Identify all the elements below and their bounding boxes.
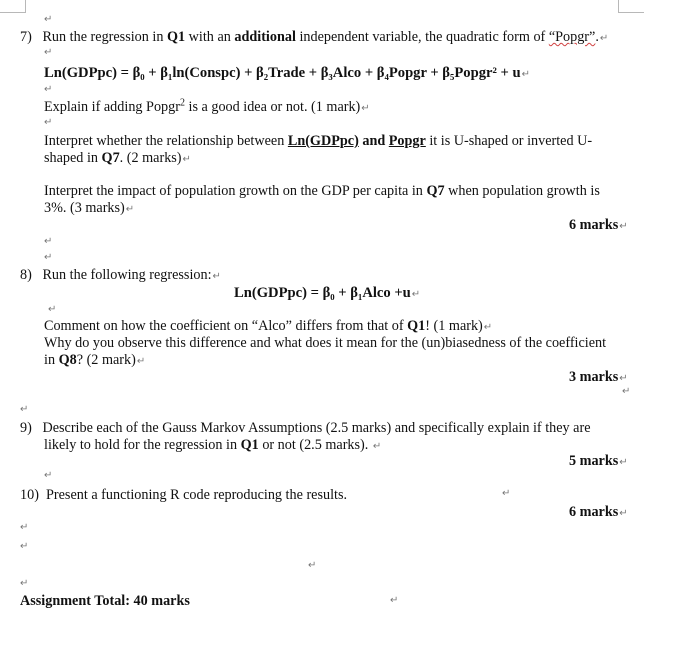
assignment-total: Assignment Total: 40 marks [20, 593, 190, 609]
paragraph-mark: ↵ [48, 304, 57, 315]
crop-mark-top-left [0, 0, 26, 13]
q7-interpret-line2: shaped in Q7. (2 marks)↵ [44, 150, 191, 166]
paragraph-mark: ↵ [390, 595, 399, 606]
paragraph-mark: ↵ [20, 404, 29, 415]
q7-var-popgr: “Popgr” [548, 29, 596, 45]
paragraph-mark: ↵ [44, 470, 53, 481]
q7-impact-line2: 3%. (3 marks)↵ [44, 200, 135, 216]
paragraph-mark: ↵ [20, 522, 29, 533]
q8-why-line1: Why do you observe this difference and what does it mean for the (un)biasedness of the coefficient [44, 335, 607, 351]
q7-explain: Explain if adding Popgr$^2$ is a good idea or not. (1 mark)↵ [44, 97, 370, 115]
paragraph-mark: ↵ [502, 488, 511, 499]
q7-impact-line1: Interpret the impact of population growth on the GDP per capita in Q7 when population growth is [44, 183, 600, 199]
q8-intro: 8) Run the following regression:↵ [20, 267, 221, 283]
paragraph-mark: ↵ [44, 236, 53, 247]
q7-equation: Ln(GDPpc) = β₀ + β₁ln(Conspc) + β₂Trade + β₃Alco + β₄Popgr + β₅Popgr² + u↵ [44, 65, 530, 81]
q8-marks: 3 marks↵ [569, 369, 628, 385]
paragraph-mark: ↵ [44, 252, 53, 263]
paragraph-mark: ↵ [44, 47, 53, 58]
q9-marks: 5 marks↵ [569, 453, 628, 469]
paragraph-mark: ↵ [308, 560, 317, 571]
q9-line2: likely to hold for the regression in Q1 or not (2.5 marks). ↵ [44, 437, 382, 453]
paragraph-mark: ↵ [44, 117, 53, 128]
crop-mark-top-right [618, 0, 644, 13]
q10-marks: 6 marks↵ [569, 504, 628, 520]
q8-equation: Ln(GDPpc) = β₀ + β₁Alco +u↵ [234, 285, 421, 301]
q7-interpret-line1: Interpret whether the relationship between Ln(GDPpc) and Popgr it is U-shaped or inverted U- [44, 133, 593, 149]
paragraph-mark: ↵ [44, 84, 53, 95]
q8-comment: Comment on how the coefficient on “Alco” differs from that of Q1! (1 mark)↵ [44, 318, 493, 334]
paragraph-mark: ↵ [622, 386, 631, 397]
paragraph-mark: ↵ [44, 14, 53, 25]
q7-marks: 6 marks↵ [569, 217, 628, 233]
q9-line1: 9) Describe each of the Gauss Markov Assumptions (2.5 marks) and specifically explain if they are [20, 420, 591, 436]
paragraph-mark: ↵ [20, 541, 29, 552]
q7-intro: 7) Run the regression in Q1 with an additional independent variable, the quadratic form of “Popgr”.↵ [20, 29, 609, 45]
paragraph-mark: ↵ [20, 578, 29, 589]
q8-why-line2: in Q8? (2 mark)↵ [44, 352, 146, 368]
q10-text: 10) Present a functioning R code reproducing the results. [20, 487, 348, 503]
